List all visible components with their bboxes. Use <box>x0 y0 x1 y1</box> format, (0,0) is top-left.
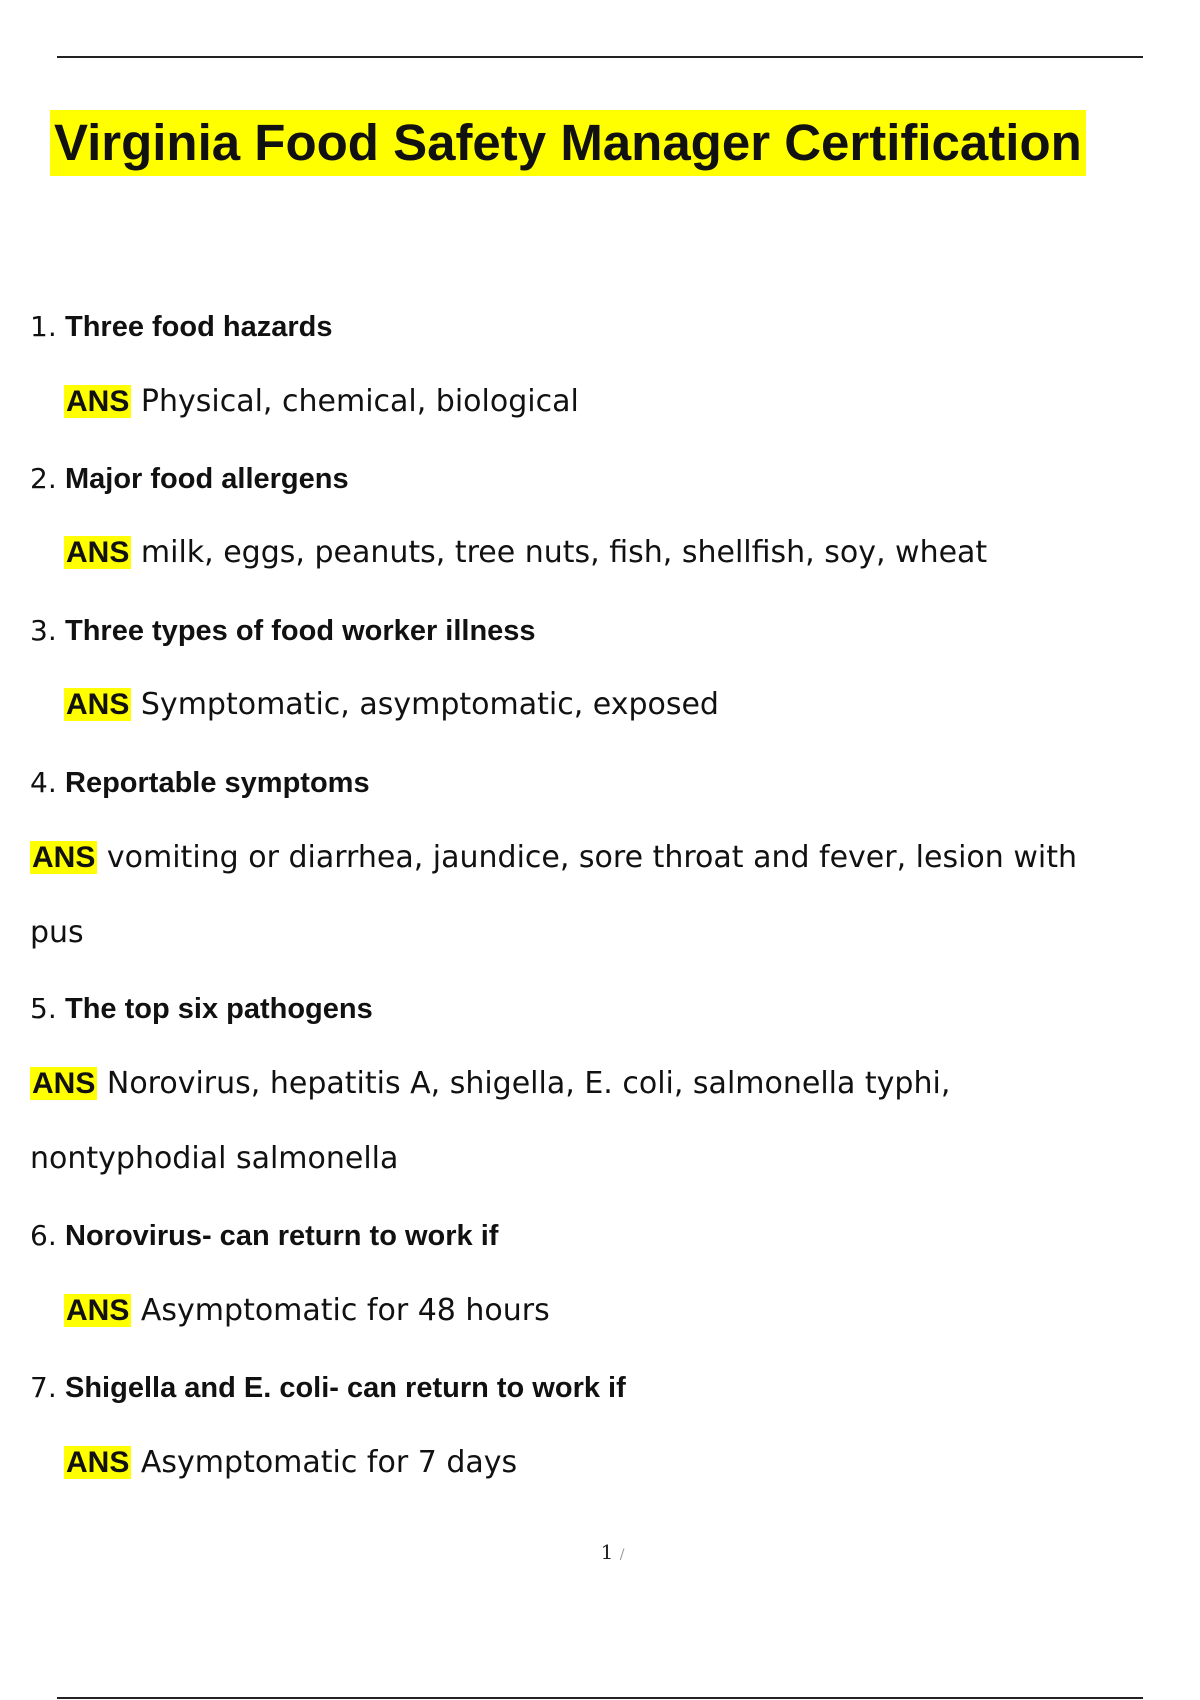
page-number <box>0 1540 1200 1564</box>
question-text: Norovirus- can return to work if <box>65 1220 499 1252</box>
question-text: Three food hazards <box>65 311 333 343</box>
answer-continuation: nontyphodial salmonella <box>30 1141 399 1176</box>
answer-item <box>30 1062 950 1106</box>
ans-label: ANS <box>32 1067 96 1100</box>
question-number: 2. <box>30 462 57 495</box>
ans-label: ANS <box>66 1446 130 1479</box>
answer-item <box>64 1441 517 1485</box>
question-item <box>30 459 349 499</box>
ans-label: ANS <box>32 841 96 874</box>
ans-label: ANS <box>66 1294 130 1327</box>
answer-text: Asymptomatic for 7 days <box>140 1445 518 1480</box>
question-text: Major food allergens <box>65 463 349 495</box>
question-item <box>30 989 373 1029</box>
answer-item <box>64 380 579 424</box>
bottom-rule <box>57 1697 1143 1699</box>
answer-continuation: pus <box>30 915 84 950</box>
answer-item <box>30 836 1077 880</box>
answer-text: Norovirus, hepatitis A, shigella, E. coli, salmonella typhi, <box>106 1066 951 1101</box>
question-item <box>30 1216 498 1256</box>
question-item <box>30 611 536 651</box>
question-item <box>30 1368 626 1408</box>
ans-label: ANS <box>66 688 130 721</box>
answer-item <box>64 531 987 575</box>
question-text: Three types of food worker illness <box>65 615 536 647</box>
answer-text: Physical, chemical, biological <box>140 384 579 419</box>
answer-text: vomiting or diarrhea, jaundice, sore throat and fever, lesion with <box>106 840 1077 875</box>
answer-text: Symptomatic, asymptomatic, exposed <box>140 687 719 722</box>
question-item <box>30 307 333 347</box>
question-number: 3. <box>30 614 57 647</box>
answer-text: milk, eggs, peanuts, tree nuts, fish, shellfish, soy, wheat <box>140 535 988 570</box>
question-number: 4. <box>30 766 57 799</box>
question-number: 1. <box>30 310 57 343</box>
answer-item <box>64 683 719 727</box>
question-text: Shigella and E. coli- can return to work if <box>65 1372 626 1404</box>
document-title: Virginia Food Safety Manager Certification <box>50 110 1086 176</box>
question-text: Reportable symptoms <box>65 767 370 799</box>
ans-label: ANS <box>66 536 130 569</box>
ans-label: ANS <box>66 385 130 418</box>
question-item <box>30 763 370 803</box>
question-text: The top six pathogens <box>65 993 373 1025</box>
question-number: 6. <box>30 1219 57 1252</box>
question-number: 7. <box>30 1371 57 1404</box>
page-number-value: 1 <box>600 1540 614 1564</box>
page-number-suffix: / <box>619 1547 625 1563</box>
answer-text: Asymptomatic for 48 hours <box>140 1293 550 1328</box>
answer-item <box>64 1289 550 1333</box>
question-number: 5. <box>30 992 57 1025</box>
